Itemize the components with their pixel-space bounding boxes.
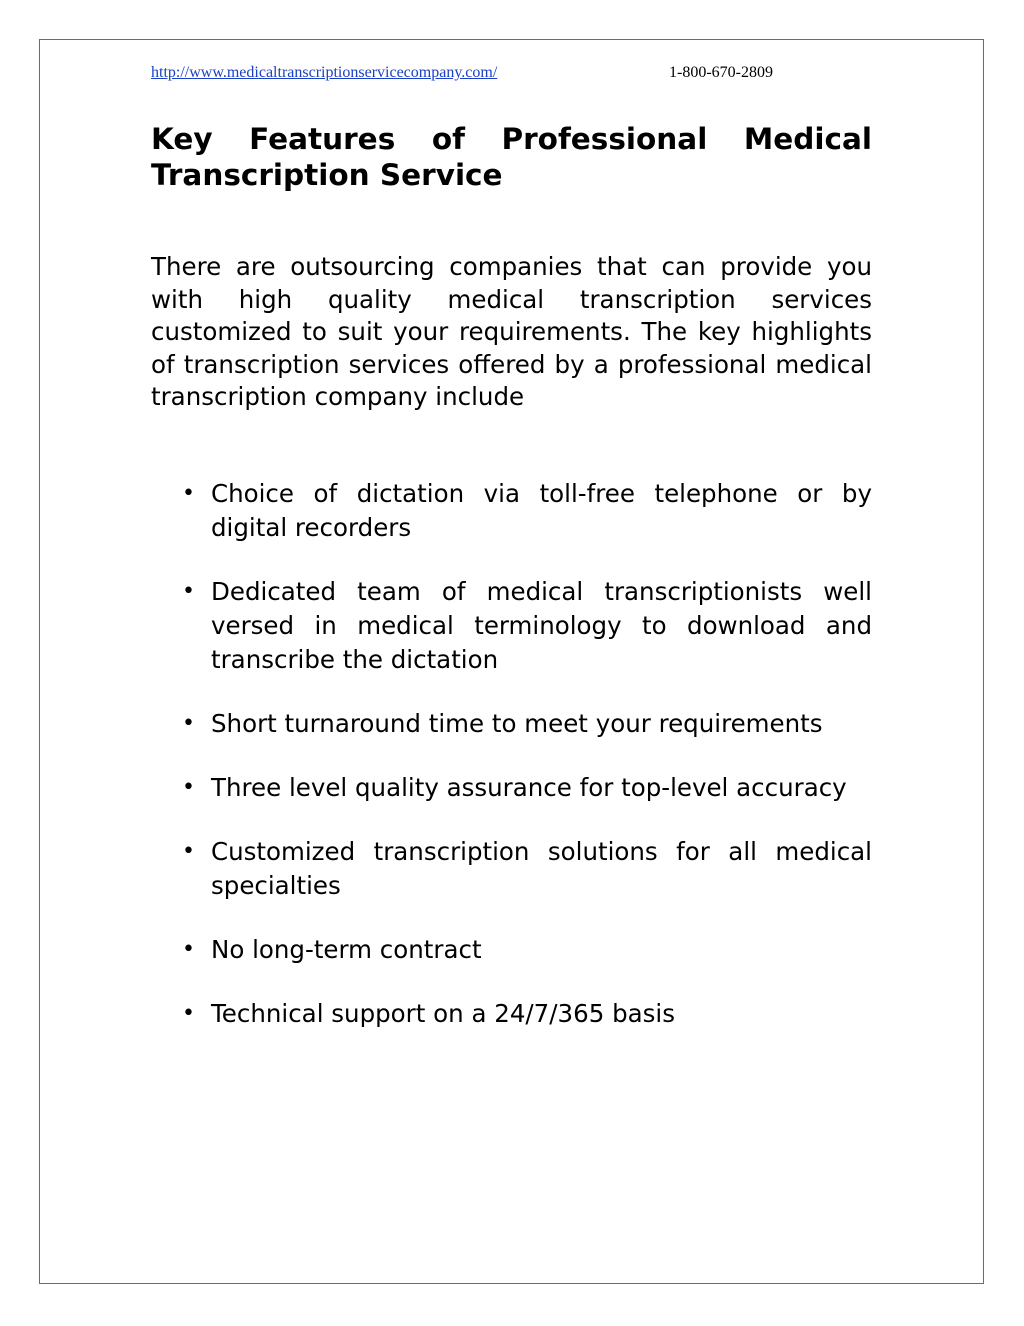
bullet-icon: • <box>182 480 195 506</box>
feature-text: Three level quality assurance for top-level accuracy <box>211 772 847 802</box>
feature-item <box>151 477 872 545</box>
bullet-icon: • <box>182 774 195 800</box>
feature-text: Short turnaround time to meet your requirements <box>211 708 823 738</box>
feature-text: Choice of dictation via toll-free telephone or by digital recorders <box>211 478 872 542</box>
website-link[interactable]: http://www.medicaltranscriptionservicecompany.com/ <box>151 64 498 81</box>
intro-paragraph: There are outsourcing companies that can provide you with high quality medical transcription services customized to suit your requirements. The key highlights of transcription services offered by a professional medical transcription company include <box>151 252 872 411</box>
phone-number: 1-800-670-2809 <box>669 64 773 81</box>
bullet-icon: • <box>182 936 195 962</box>
bullet-icon: • <box>182 1000 195 1026</box>
feature-item <box>151 575 872 677</box>
page-header <box>151 63 773 83</box>
bullet-icon: • <box>182 838 195 864</box>
feature-item <box>151 771 872 805</box>
document-body <box>151 121 872 1061</box>
document-title: Key Features of Professional Medical Transcription Service <box>151 122 872 192</box>
feature-text: No long-term contract <box>211 934 482 964</box>
feature-text: Technical support on a 24/7/365 basis <box>211 998 675 1028</box>
feature-list <box>151 477 872 1031</box>
feature-item <box>151 835 872 903</box>
feature-item <box>151 707 872 741</box>
feature-item <box>151 933 872 967</box>
feature-item <box>151 997 872 1031</box>
bullet-icon: • <box>182 578 195 604</box>
feature-text: Customized transcription solutions for all medical specialties <box>211 836 872 900</box>
feature-text: Dedicated team of medical transcriptionists well versed in medical terminology to download and transcribe the dictation <box>211 576 872 674</box>
bullet-icon: • <box>182 710 195 736</box>
